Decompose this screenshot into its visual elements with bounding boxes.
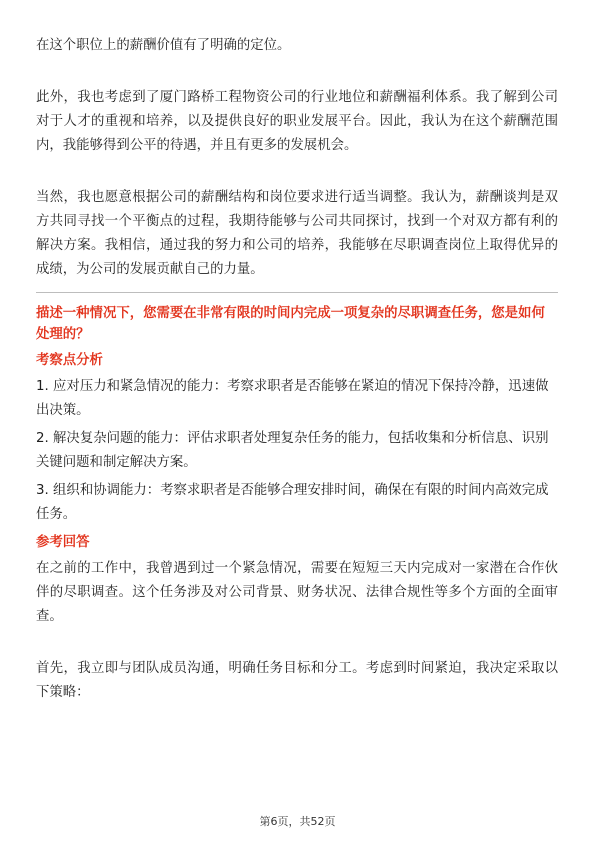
answer-paragraph: 首先，我立即与团队成员沟通，明确任务目标和分工。考虑到时间紧迫，我决定采取以下策略： (36, 661, 558, 700)
body-paragraph: 在这个职位上的薪酬价值有了明确的定位。 (36, 38, 291, 53)
body-paragraph: 当然，我也愿意根据公司的薪酬结构和岗位要求进行适当调整。我认为，薪酬谈判是双方共同寻找一个平衡点的过程，我期待能够与公司共同探讨，找到一个对双方都有利的解决方案。我相信，通过我的努力和公司的培养，我能够在尽职调查岗位上取得优异的成绩，为公司的发展贡献自己的力量。 (36, 190, 558, 277)
spacer (36, 158, 558, 186)
interview-question: 描述一种情况下，您需要在非常有限的时间内完成一项复杂的尽职调查任务，您是如何处理的？ (36, 306, 545, 342)
analysis-item: 2. 解决复杂问题的能力：评估求职者处理复杂任务的能力，包括收集和分析信息、识别关键问题和制定解决方案。 (36, 431, 549, 470)
analysis-item: 3. 组织和协调能力：考察求职者是否能够合理安排时间，确保在有限的时间内高效完成任务。 (36, 483, 549, 522)
page-content (36, 34, 558, 705)
analysis-item: 1. 应对压力和紧急情况的能力：考察求职者是否能够在紧迫的情况下保持冷静，迅速做出决策。 (36, 379, 549, 418)
section-divider (36, 292, 558, 293)
answer-heading: 参考回答 (36, 535, 90, 550)
spacer (36, 629, 558, 657)
page-number: 第6页，共52页 (259, 815, 336, 828)
spacer (36, 58, 558, 86)
analysis-heading: 考察点分析 (36, 353, 103, 368)
answer-paragraph: 在之前的工作中，我曾遇到过一个紧急情况，需要在短短三天内完成对一家潜在合作伙伴的尽职调查。这个任务涉及对公司背景、财务状况、法律合规性等多个方面的全面审查。 (36, 561, 558, 624)
body-paragraph: 此外，我也考虑到了厦门路桥工程物资公司的行业地位和薪酬福利体系。我了解到公司对于人才的重视和培养，以及提供良好的职业发展平台。因此，我认为在这个薪酬范围内，我能够得到公平的待遇，并且有更多的发展机会。 (36, 90, 558, 153)
